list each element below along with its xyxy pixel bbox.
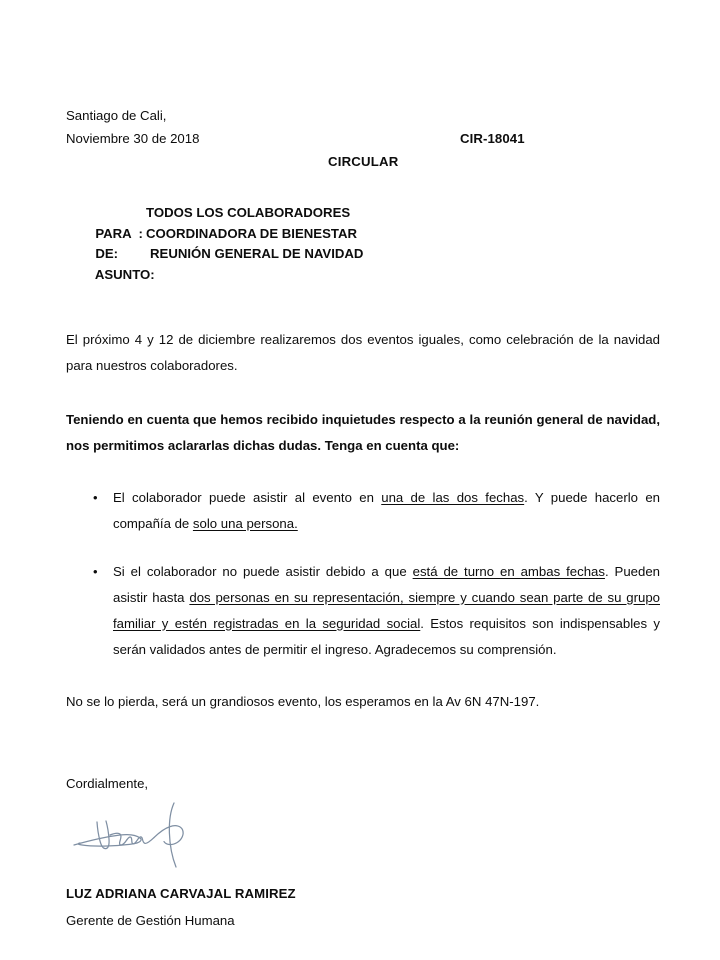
paragraph-closing: No se lo pierda, será un grandiosos evento, los esperamos en la Av 6N 47N-197. [66, 693, 540, 709]
para-value: TODOS LOS COLABORADORES [146, 205, 351, 220]
list-item-underline1: está de turno en ambas fechas [412, 563, 605, 579]
date-row [66, 127, 660, 150]
list-item-underline2: dos personas en su representación, siempre y cuando sean parte de su grupo familiar y estén registradas en la seguridad social [113, 589, 660, 631]
handwritten-signature-icon [70, 797, 220, 873]
closing-greeting: Cordialmente, [66, 775, 149, 791]
list-item-underline2: solo una persona. [192, 515, 298, 531]
list-item-text-part1: Si el colaborador no puede asistir debido a que [113, 563, 413, 579]
bullet-list [66, 485, 660, 663]
circular-code: CIR-18041 [460, 131, 525, 146]
list-item-text-part2: . Pueden asistir hasta [113, 563, 661, 605]
recipients-block [66, 203, 660, 282]
bullet-icon: • [93, 563, 98, 579]
paragraph-intro: El próximo 4 y 12 de diciembre realizaremos dos eventos iguales, como celebración de la navidad para nuestros colaboradores. [66, 331, 660, 373]
list-item-text-part3: . Estos requisitos son indispensables y serán validados antes de permitir el ingreso. Agradecemos su comprensión. [113, 615, 660, 657]
list-item [66, 485, 660, 537]
date-line: Noviembre 30 de 2018 [66, 131, 200, 146]
asunto-value: REUNIÓN GENERAL DE NAVIDAD [150, 246, 364, 261]
city-line: Santiago de Cali, [66, 108, 167, 123]
signer-role: Gerente de Gestión Humana [66, 912, 235, 928]
document-title: CIRCULAR [328, 154, 399, 169]
paragraph-notice: Teniendo en cuenta que hemos recibido inquietudes respecto a la reunión general de navidad, nos permitimos aclararlas dichas dudas. Tenga en cuenta que: [66, 411, 660, 453]
para-label: PARA : [95, 225, 143, 241]
list-item-underline1: una de las dos fechas [381, 489, 525, 505]
list-item [66, 559, 660, 663]
asunto-label: ASUNTO: [94, 266, 155, 282]
signature-block [66, 773, 660, 932]
recipient-row-asunto [66, 244, 660, 282]
letter-header [66, 104, 660, 173]
list-item-text-part2: . Y puede hacerlo en compañía de [113, 489, 660, 531]
signer-name: LUZ ADRIANA CARVAJAL RAMIREZ [66, 885, 296, 901]
bullet-icon: • [93, 489, 98, 505]
list-item-text-part1: El colaborador puede asistir al evento en [113, 489, 382, 505]
document-body [66, 104, 660, 932]
de-value: COORDINADORA DE BIENESTAR [146, 225, 358, 241]
de-label: DE: [95, 246, 119, 261]
